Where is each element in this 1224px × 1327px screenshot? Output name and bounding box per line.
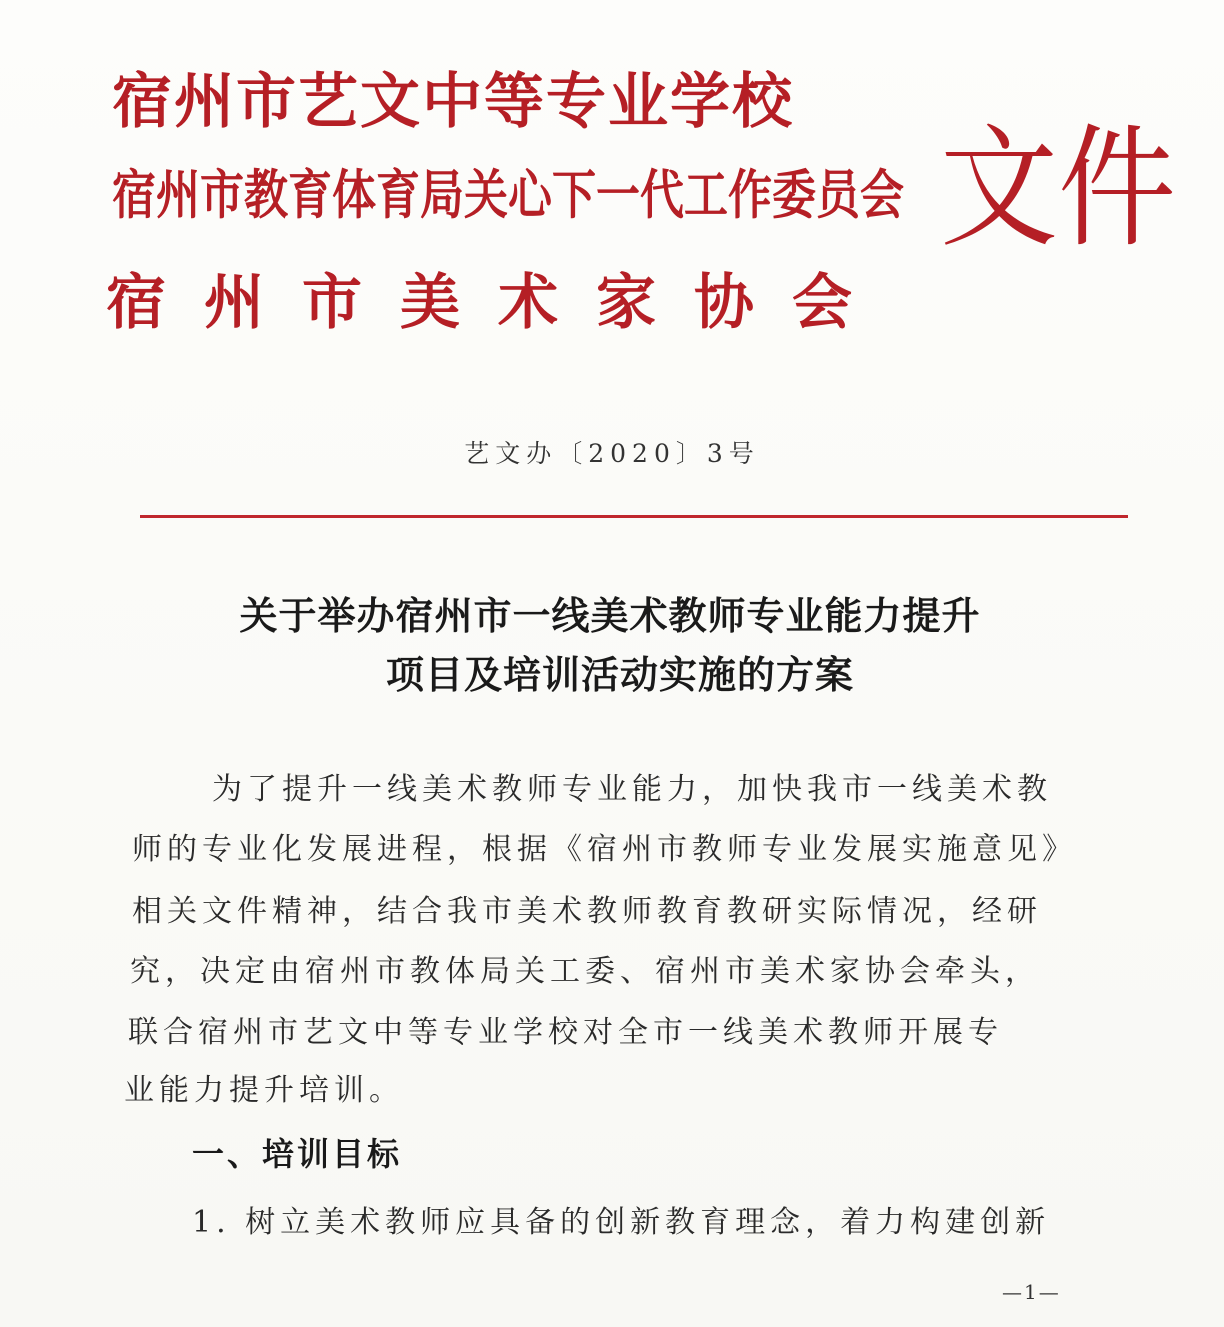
paragraph-line: 为了提升一线美术教师专业能力，加快我市一线美术教: [212, 772, 1052, 807]
document-number: 艺文办〔2020〕3号: [464, 439, 760, 468]
section-heading: 一、培训目标: [192, 1135, 403, 1173]
paragraph-line: 究，决定由宿州市教体局关工委、宿州市美术家协会牵头，: [130, 954, 1040, 989]
issuer-name-1: 宿州市艺文中等专业学校: [112, 67, 794, 137]
paragraph-line: 相关文件精神，结合我市美术教师教育教研实际情况，经研: [132, 894, 1042, 929]
issuer-name-3: 宿州市美术家协会: [106, 268, 890, 338]
list-item: 1. 树立美术教师应具备的创新教育理念，着力构建创新: [192, 1205, 1051, 1240]
document-title-line-1: 关于举办宿州市一线美术教师专业能力提升: [239, 594, 981, 638]
paragraph-line: 业能力提升培训。: [124, 1073, 404, 1108]
page-number: —1—: [1002, 1280, 1061, 1304]
issuer-name-2: 宿州市教育体育局关心下一代工作委员会: [112, 165, 904, 227]
paragraph-line: 联合宿州市艺文中等专业学校对全市一线美术教师开展专: [128, 1015, 1003, 1050]
document-type-label: 文件: [940, 110, 1177, 266]
document-title-line-2: 项目及培训活动实施的方案: [385, 653, 854, 697]
red-divider-line: [140, 515, 1128, 518]
paragraph-line: 师的专业化发展进程，根据《宿州市教师专业发展实施意见》: [132, 832, 1077, 867]
